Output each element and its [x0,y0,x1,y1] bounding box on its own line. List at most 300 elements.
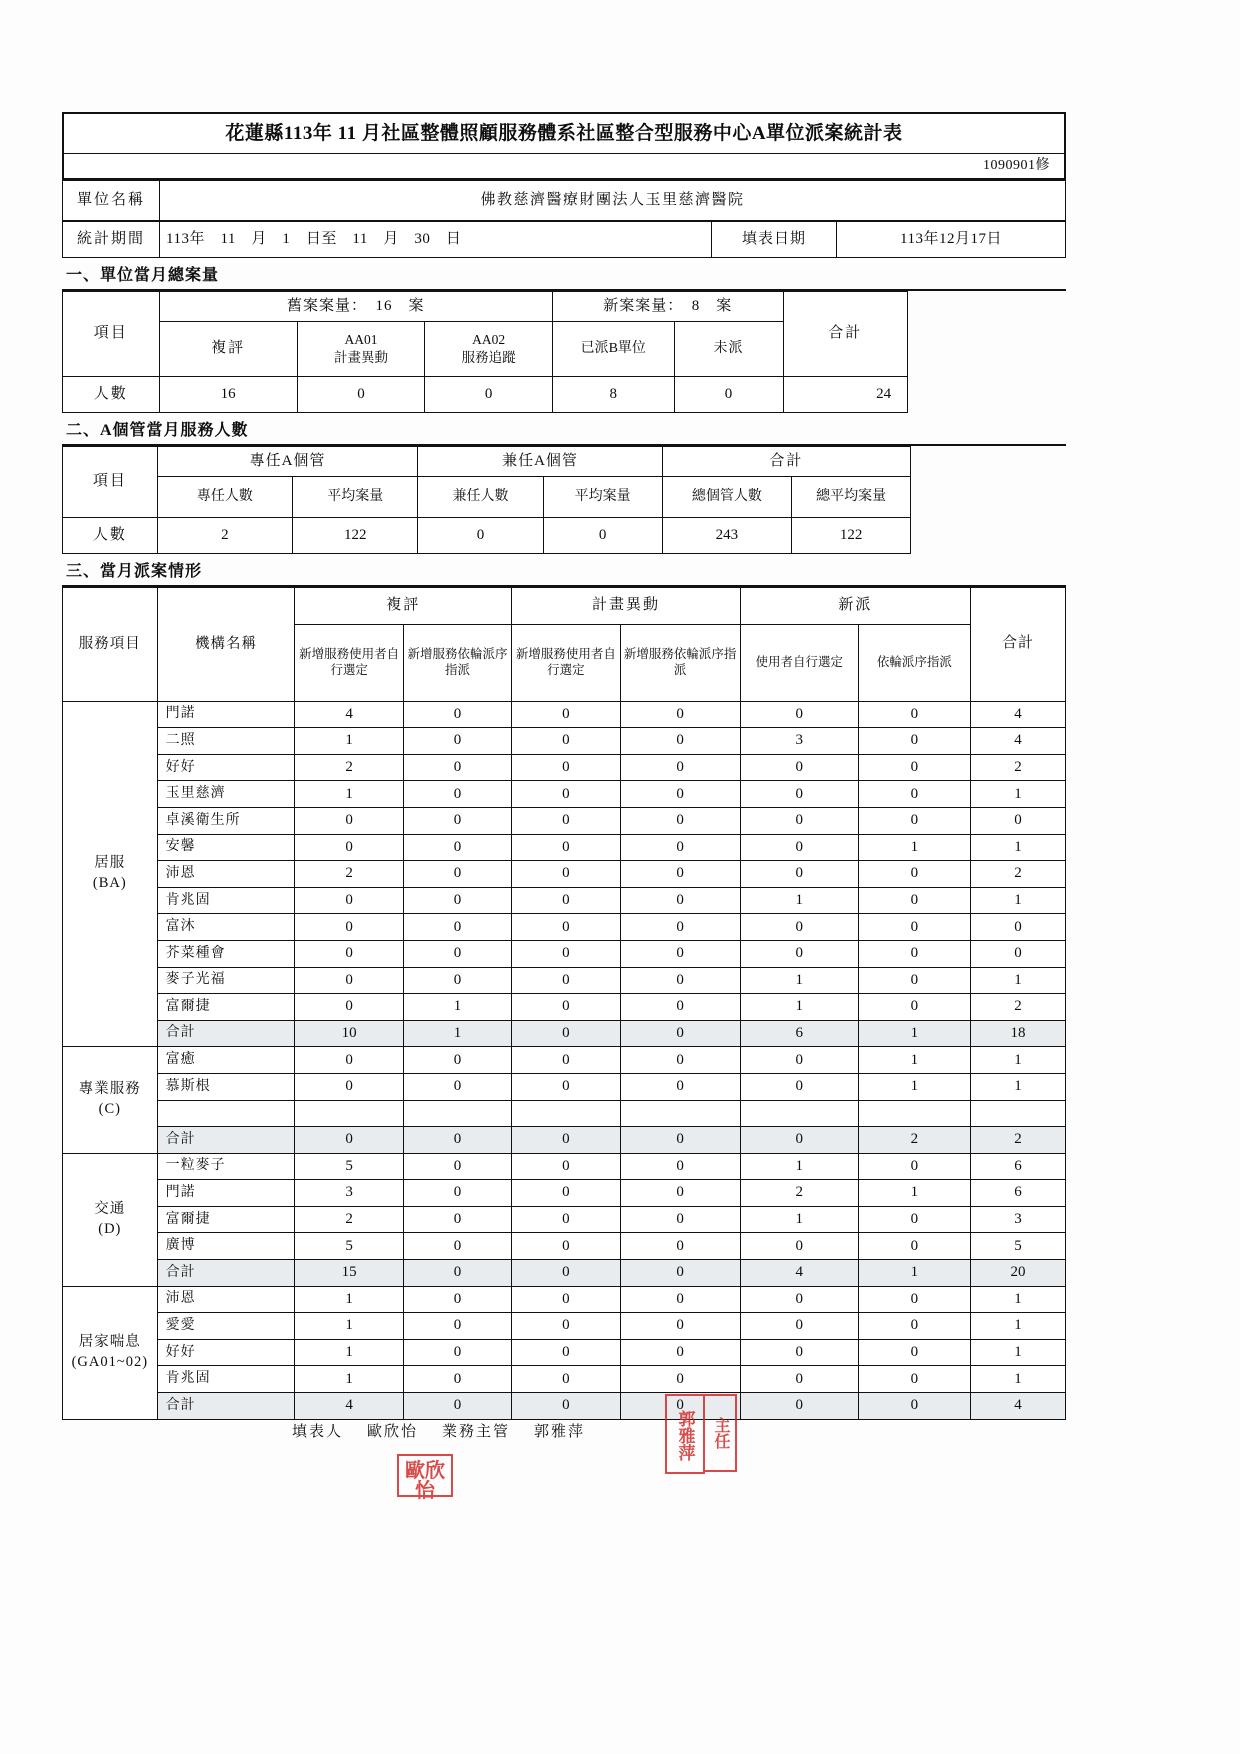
cell-value: 0 [512,834,620,861]
table-row [63,1233,1066,1260]
row-total: 1 [971,1313,1066,1340]
subcol-plan-rotation: 新增服務依輪派序指派 [620,624,740,701]
cell-value: 0 [740,807,858,834]
cell-value: 0 [620,807,740,834]
cell-value: 0 [740,914,858,941]
cell-value: 1 [403,994,511,1021]
revision-code: 1090901修 [63,153,1065,179]
cell-value: 0 [740,1233,858,1260]
cell-value: 0 [740,781,858,808]
cell-value: 1 [295,728,403,755]
cell-value: 1 [858,1047,970,1074]
cell-value: 0 [620,1233,740,1260]
institution-name: 富沐 [157,914,295,941]
cell-value: 0 [295,834,403,861]
cell-value: 0 [295,994,403,1021]
institution-name: 好好 [157,1339,295,1366]
section2-heading-wrap [62,418,1066,445]
table-row [63,861,1066,888]
cell-value: 0 [740,861,858,888]
cell-value: 1 [295,1366,403,1393]
aa01-code: AA01 [344,331,378,347]
section2-col-parttime-count: 兼任人數 [418,476,543,517]
group-total-value: 0 [403,1260,511,1287]
cell-value: 0 [740,1366,858,1393]
group-total-value: 2 [858,1127,970,1154]
period-value: 113年 11 月 1 日至 11 月 30 日 [160,222,712,258]
cell-value: 3 [740,728,858,755]
cell-value: 0 [620,834,740,861]
cell-value: 0 [403,728,511,755]
section2-row-label: 人數 [63,517,158,553]
table-row [63,701,1066,728]
service-item-group-line1: 居家喘息 [78,1334,141,1351]
cell-value: 0 [740,834,858,861]
cell-value: 0 [858,1206,970,1233]
table-row [63,807,1066,834]
group-grand-total: 18 [971,1020,1066,1047]
section2-col-fulltime-avg: 平均案量 [293,476,418,517]
cell-value: 0 [512,914,620,941]
group-total-label: 合計 [157,1260,295,1287]
cell-value: 0 [740,1286,858,1313]
cell-value: 0 [512,1206,620,1233]
cell-value: 0 [858,887,970,914]
institution-name: 芥菜種會 [157,940,295,967]
group-total-value: 0 [620,1127,740,1154]
cell-value: 0 [620,781,740,808]
cell-value: 0 [740,1073,858,1100]
row-total: 1 [971,1047,1066,1074]
cell-value: 0 [403,701,511,728]
institution-name: 安馨 [157,834,295,861]
cell-value: 0 [512,1366,620,1393]
cell-value: 0 [740,1047,858,1074]
cell-value: 0 [740,1339,858,1366]
cell-value: 0 [295,1073,403,1100]
cell-value: 1 [740,967,858,994]
cell-value: 0 [858,1233,970,1260]
cell-value: 0 [740,940,858,967]
cell-value: 0 [403,1073,511,1100]
service-item-group-line1: 專業服務 [78,1081,141,1098]
cell-value: 0 [512,1073,620,1100]
table-row [63,834,1066,861]
section1-value-review: 16 [159,377,297,413]
subcol-review-rotation: 新增服務依輪派序指派 [403,624,511,701]
section1-value-aa02: 0 [425,377,553,413]
cell-value: 0 [620,701,740,728]
cell-value: 1 [295,1313,403,1340]
cell-value: 1 [740,1153,858,1180]
cell-value: 0 [858,1153,970,1180]
page-title: 花蓮縣113年 11 月社區整體照顧服務體系社區整合型服務中心A單位派案統計表 [63,113,1065,153]
group-total-value: 0 [858,1393,970,1420]
title-block [62,112,1066,180]
group-new: 新派 [740,587,970,624]
cell-value [403,1100,511,1127]
service-item-group-line2: (BA) [92,874,127,891]
director-seal-stamp: 主任 [705,1394,737,1472]
table-row [63,967,1066,994]
group-total-value: 0 [403,1127,511,1154]
table-row [63,1047,1066,1074]
cell-value: 0 [620,994,740,1021]
section2-table [62,446,1066,555]
cell-value: 0 [620,1366,740,1393]
col-service-item: 服務項目 [63,587,158,701]
cell-value: 0 [858,754,970,781]
section1-col-aa01 [297,322,425,377]
group-total-value: 0 [740,1127,858,1154]
supervisor-name: 郭雅萍 [534,1424,586,1440]
institution-name: 富爾捷 [157,994,295,1021]
group-grand-total: 20 [971,1260,1066,1287]
section3-heading: 三、當月派案情形 [62,559,1066,585]
cell-value: 0 [512,861,620,888]
group-total-value: 0 [295,1127,403,1154]
cell-value: 0 [858,994,970,1021]
table-row [63,1073,1066,1100]
cell-value: 0 [512,807,620,834]
table-row [63,1366,1066,1393]
institution-name: 二照 [157,728,295,755]
section1-table [62,291,1066,414]
institution-name: 一粒麥子 [157,1153,295,1180]
group-total-value: 0 [403,1393,511,1420]
section1-item-label: 項目 [63,291,160,376]
cell-value: 0 [858,807,970,834]
cell-value: 0 [512,1047,620,1074]
group-total-value: 1 [403,1020,511,1047]
cell-value: 1 [858,834,970,861]
group-total-value: 6 [740,1020,858,1047]
section2-value-total-avg: 122 [792,517,911,553]
supervisor-seal-stamp: 郭雅萍 [665,1394,705,1474]
section1-col-assigned-b: 已派B單位 [553,322,674,377]
institution-name [157,1100,295,1127]
cell-value: 1 [740,887,858,914]
cell-value: 0 [620,1206,740,1233]
group-total-value: 0 [512,1260,620,1287]
section2-group-fulltime: 專任A個管 [157,446,418,476]
group-total-value: 4 [740,1260,858,1287]
row-total: 1 [971,1366,1066,1393]
section2-col-fulltime-count: 專任人數 [157,476,292,517]
cell-value: 0 [620,1073,740,1100]
table-row [63,728,1066,755]
cell-value: 0 [620,728,740,755]
cell-value: 1 [295,1286,403,1313]
cell-value: 2 [295,861,403,888]
cell-value: 0 [403,1313,511,1340]
cell-value: 0 [295,807,403,834]
institution-name: 沛恩 [157,1286,295,1313]
cell-value: 0 [403,1233,511,1260]
institution-name: 沛恩 [157,861,295,888]
row-total: 0 [971,940,1066,967]
cell-value: 0 [512,1233,620,1260]
cell-value: 0 [403,914,511,941]
table-row [63,940,1066,967]
supervisor-label: 業務主管 [442,1424,511,1440]
section1-value-assigned-b: 8 [553,377,674,413]
section2-value-parttime-count: 0 [418,517,543,553]
service-item-group-line2: (GA01~02) [71,1353,149,1370]
cell-value: 0 [403,1286,511,1313]
cell-value: 0 [403,834,511,861]
cell-value: 1 [295,781,403,808]
group-total-value: 0 [512,1020,620,1047]
row-total: 2 [971,994,1066,1021]
cell-value: 0 [620,754,740,781]
fill-date-value: 113年12月17日 [837,222,1066,258]
aa02-name: 服務追蹤 [461,350,516,366]
cell-value [858,1100,970,1127]
cell-value: 2 [740,1180,858,1207]
table-row [63,1286,1066,1313]
group-total-value: 0 [740,1393,858,1420]
cell-value: 0 [512,754,620,781]
section1-value-aa01: 0 [297,377,425,413]
row-total: 4 [971,728,1066,755]
section2-value-parttime-avg: 0 [543,517,662,553]
aa02-code: AA02 [472,331,506,347]
group-total-value: 0 [620,1260,740,1287]
service-item-group [63,701,158,1047]
subcol-plan-self: 新增服務使用者自行選定 [512,624,620,701]
group-total-label: 合計 [157,1020,295,1047]
group-grand-total: 4 [971,1393,1066,1420]
period-block [62,221,1066,258]
cell-value: 1 [295,1339,403,1366]
service-item-group-line2: (C) [98,1101,121,1118]
cell-value: 0 [403,1366,511,1393]
cell-value: 0 [512,728,620,755]
table-row [63,914,1066,941]
row-total: 2 [971,861,1066,888]
row-total: 6 [971,1180,1066,1207]
section1-col-aa02 [425,322,553,377]
cell-value: 0 [620,1286,740,1313]
old-case-count: 舊案案量： 16 案 [159,291,552,321]
table-row [63,994,1066,1021]
section2-item-label: 項目 [63,446,158,517]
institution-name: 廣博 [157,1233,295,1260]
period-label: 統計期間 [63,222,160,258]
cell-value [295,1100,403,1127]
group-total-value: 0 [620,1020,740,1047]
cell-value: 0 [620,940,740,967]
group-total-row [63,1260,1066,1287]
section2-col-total-count: 總個管人數 [662,476,791,517]
cell-value: 0 [620,914,740,941]
institution-name: 肯兆固 [157,887,295,914]
cell-value: 1 [858,1073,970,1100]
service-item-group-line1: 居服 [94,855,126,872]
cell-value: 5 [295,1153,403,1180]
cell-value: 0 [512,1339,620,1366]
cell-value: 0 [512,994,620,1021]
cell-value: 0 [740,754,858,781]
unit-name-block [62,180,1066,221]
row-total: 1 [971,1339,1066,1366]
subcol-new-self: 使用者自行選定 [740,624,858,701]
cell-value [620,1100,740,1127]
unit-name-label: 單位名稱 [63,180,160,220]
cell-value: 0 [740,701,858,728]
cell-value: 0 [858,781,970,808]
row-total: 1 [971,781,1066,808]
cell-value: 0 [512,967,620,994]
table-row [63,1313,1066,1340]
section3-table [62,587,1066,1420]
section2-group-parttime: 兼任A個管 [418,446,662,476]
new-case-count: 新案案量： 8 案 [553,291,783,321]
cell-value: 0 [620,1313,740,1340]
cell-value: 0 [858,967,970,994]
cell-value: 0 [620,1153,740,1180]
cell-value: 0 [403,1180,511,1207]
institution-name: 門諾 [157,1180,295,1207]
cell-value: 0 [620,1180,740,1207]
unit-name-value: 佛教慈濟醫療財團法人玉里慈濟醫院 [160,180,1066,220]
aa01-name: 計畫異動 [333,350,388,366]
row-total: 1 [971,1073,1066,1100]
cell-value: 0 [295,914,403,941]
group-total-value: 0 [620,1393,740,1420]
institution-name: 門諾 [157,701,295,728]
cell-value: 0 [403,807,511,834]
cell-value: 0 [620,1047,740,1074]
row-total: 3 [971,1206,1066,1233]
section1-value-total: 24 [783,377,908,413]
cell-value: 2 [295,754,403,781]
row-total: 1 [971,1286,1066,1313]
cell-value: 0 [858,701,970,728]
section1-value-unassigned: 0 [674,377,783,413]
cell-value: 0 [512,781,620,808]
preparer-name: 歐欣怡 [367,1424,419,1440]
institution-name: 愛愛 [157,1313,295,1340]
group-total-label: 合計 [157,1127,295,1154]
subcol-new-rotation: 依輪派序指派 [858,624,970,701]
service-item-group [63,1153,158,1286]
cell-value: 0 [403,1206,511,1233]
section3-heading-wrap [62,559,1066,586]
cell-value: 0 [403,1153,511,1180]
row-total: 5 [971,1233,1066,1260]
cell-value: 0 [858,1313,970,1340]
cell-value: 0 [403,1047,511,1074]
cell-value: 0 [512,887,620,914]
group-total-row [63,1020,1066,1047]
table-row [63,1206,1066,1233]
cell-value: 1 [740,994,858,1021]
row-total: 6 [971,1153,1066,1180]
section1-total-label: 合計 [783,291,908,376]
institution-name: 富癒 [157,1047,295,1074]
group-grand-total: 2 [971,1127,1066,1154]
cell-value: 0 [403,967,511,994]
cell-value: 0 [858,940,970,967]
cell-value: 0 [295,940,403,967]
group-total-value: 1 [858,1260,970,1287]
table-row [63,1100,1066,1127]
cell-value: 0 [858,861,970,888]
service-item-group-line1: 交通 [94,1201,126,1218]
section2-value-fulltime-count: 2 [157,517,292,553]
section1-row-label: 人數 [63,377,160,413]
cell-value: 0 [512,701,620,728]
group-total-value: 0 [512,1393,620,1420]
section2-heading: 二、A個管當月服務人數 [62,418,1066,444]
row-total [971,1100,1066,1127]
cell-value: 0 [403,781,511,808]
signature-footer [62,1409,1066,1502]
cell-value: 0 [403,754,511,781]
section1-col-review: 複評 [159,322,297,377]
institution-name: 玉里慈濟 [157,781,295,808]
group-total-value: 4 [295,1393,403,1420]
section2-col-parttime-avg: 平均案量 [543,476,662,517]
section1-heading-wrap [62,263,1066,290]
cell-value: 1 [858,1180,970,1207]
group-total-value: 1 [858,1020,970,1047]
cell-value: 3 [295,1180,403,1207]
group-total-value: 15 [295,1260,403,1287]
cell-value: 0 [512,1180,620,1207]
cell-value: 0 [295,887,403,914]
section1-col-unassigned: 未派 [674,322,783,377]
section2-value-fulltime-avg: 122 [293,517,418,553]
cell-value: 0 [403,887,511,914]
institution-name: 好好 [157,754,295,781]
table-row [63,1153,1066,1180]
group-review: 複評 [295,587,512,624]
cell-value: 0 [512,1153,620,1180]
cell-value: 0 [858,1339,970,1366]
cell-value: 0 [620,1339,740,1366]
table-row [63,754,1066,781]
fill-date-label: 填表日期 [712,222,837,258]
row-total: 0 [971,807,1066,834]
cell-value: 4 [295,701,403,728]
service-item-group-line2: (D) [98,1220,122,1237]
cell-value: 2 [295,1206,403,1233]
table-row [63,887,1066,914]
section2-value-total-count: 243 [662,517,791,553]
section2-col-total-avg: 總平均案量 [792,476,911,517]
service-item-group [63,1286,158,1419]
group-total-value: 10 [295,1020,403,1047]
service-item-group [63,1047,158,1153]
cell-value: 0 [858,1286,970,1313]
institution-name: 麥子光福 [157,967,295,994]
cell-value: 0 [620,887,740,914]
row-total: 2 [971,754,1066,781]
cell-value: 5 [295,1233,403,1260]
group-total-label: 合計 [157,1393,295,1420]
row-total: 4 [971,701,1066,728]
col-institution: 機構名稱 [157,587,295,701]
cell-value: 0 [403,940,511,967]
cell-value [512,1100,620,1127]
cell-value: 1 [740,1206,858,1233]
cell-value: 0 [512,1286,620,1313]
row-total: 0 [971,914,1066,941]
section1-heading: 一、單位當月總案量 [62,263,1066,289]
